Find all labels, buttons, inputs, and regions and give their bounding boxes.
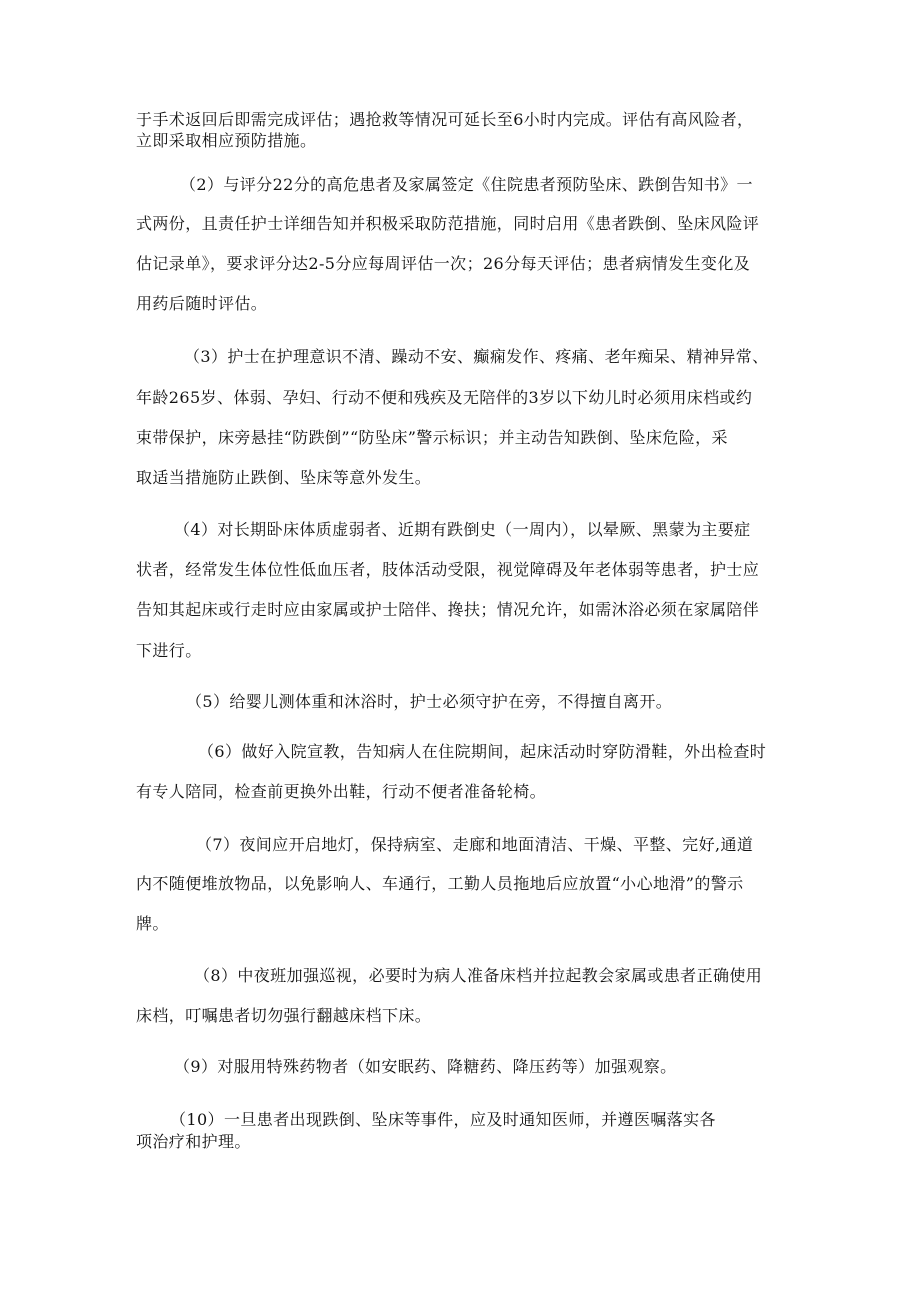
- text-line: （7）夜间应开启地灯，保持病室、走廊和地面清洁、干燥、平整、完好,通道: [196, 835, 754, 854]
- text-line: 式两份，且责任护士详细告知并积极采取防范措施，同时启用《患者跌倒、坠床风险评: [136, 214, 760, 233]
- text-line: 立即采取相应预防措施。: [136, 131, 317, 150]
- text-line: 床档，叮嘱患者切勿强行翻越床档下床。: [136, 1006, 432, 1025]
- text-line: （9）对服用特殊药物者（如安眠药、降糖药、降压药等）加强观察。: [174, 1057, 677, 1076]
- text-line: （6）做好入院宣教，告知病人在住院期间，起床活动时穿防滑鞋，外出检查时: [198, 742, 767, 761]
- text-line: （3）护士在护理意识不清、躁动不安、癫痫发作、疼痛、老年痴呆、精神异常、: [184, 347, 769, 366]
- text-line: 内不随便堆放物品，以免影响人、车通行，工勤人员拖地后应放置“小心地滑”的警示: [136, 874, 744, 893]
- text-line: 牌。: [136, 914, 169, 933]
- text-line: 项治疗和护理。: [136, 1132, 251, 1151]
- text-line: （8）中夜班加强巡视，必要时为病人准备床档并拉起教会家属或患者正确使用: [194, 966, 763, 985]
- text-line: 估记录单》，要求评分达2-5分应每周评估一次；26分每天评估；患者病情发生变化及: [136, 254, 751, 273]
- text-line: （10）一旦患者出现跌倒、坠床等事件，应及时通知医师，并遵医嘱落实各: [170, 1110, 716, 1129]
- text-line: （5）给婴儿测体重和沐浴时，护士必须守护在旁，不得擅自离开。: [186, 692, 673, 711]
- text-line: （2）与评分22分的高危患者及家属签定《住院患者预防坠床、跌倒告知书》一: [180, 175, 753, 194]
- text-line: 取适当措施防止跌倒、坠床等意外发生。: [136, 468, 432, 487]
- text-line: 于手术返回后即需完成评估；遇抢救等情况可延长至6小时内完成。评估有高风险者，: [136, 110, 754, 129]
- text-line: （4）对长期卧床体质虚弱者、近期有跌倒史（一周内），以晕厥、黑蒙为主要症: [174, 520, 751, 539]
- text-line: 下进行。: [136, 641, 202, 660]
- text-line: 有专人陪同，检查前更换外出鞋，行动不便者准备轮椅。: [136, 782, 547, 801]
- text-line: 状者，经常发生体位性低血压者，肢体活动受限，视觉障碍及年老体弱等患者，护士应: [136, 560, 760, 579]
- text-line: 告知其起床或行走时应由家属或护士陪伴、搀扶；情况允许，如需沐浴必须在家属陪伴: [136, 600, 760, 619]
- text-line: 年龄265岁、体弱、孕妇、行动不便和残疾及无陪伴的3岁以下幼儿时必须用床档或约: [136, 388, 753, 407]
- text-line: 用药后随时评估。: [136, 294, 268, 313]
- text-line: 束带保护，床旁悬挂“防跌倒”“防坠床”警示标识；并主动告知跌倒、坠床危险，采: [136, 428, 728, 447]
